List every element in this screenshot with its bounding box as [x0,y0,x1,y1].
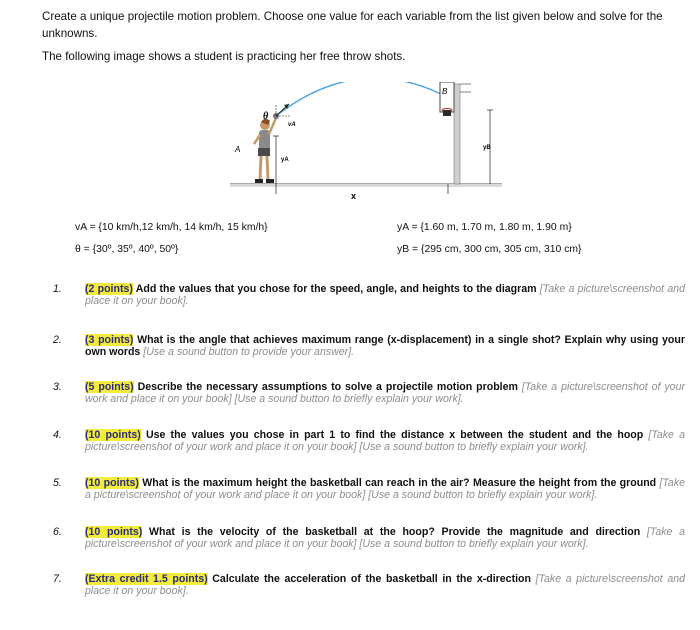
points-badge: (10 points) [85,526,143,538]
points-badge: (5 points) [85,381,134,393]
question-hint: [Take a picture\screenshot of your work and place it on your book] [Use a sound button to briefly explain your work]. [85,381,685,405]
question-number: 6. [53,526,62,538]
question-item-5 [45,477,685,501]
question-hint: [Take a picture\screenshot of your work and place it on your book] [Use a sound button to briefly explain your work]. [85,526,686,550]
point-a-label: A [235,145,241,154]
va-label: vA [288,122,296,128]
question-hint: [Take a picture\screenshot and place it on your book]. [85,573,685,597]
question-text: Use the values you chose in part 1 to find the distance x between the student and the hoop [140,429,649,441]
question-hint: [Take a picture\screenshot of your work and place it on your book] [Use a sound button to briefly explain your work]. [85,429,685,453]
intro-text: Create a unique projectile motion problem. Choose one value for each variable from the list given below and solve for the unknowns. [42,10,663,40]
yb-options: yB = {295 cm, 300 cm, 305 cm, 310 cm} [397,244,582,255]
question-text: Describe the necessary assumptions to solve a projectile motion problem [133,381,522,393]
question-item-1 [45,283,685,307]
points-badge: (10 points) [85,429,141,441]
question-text: What is the maximum height the basketball can reach in the air? Measure the height from the ground [138,477,660,489]
question-item-4 [45,429,685,453]
subintro-text: The following image shows a student is practicing her free throw shots. [42,50,406,63]
question-text: Add the values that you chose for the speed, angle, and heights to the diagram [132,283,540,295]
points-badge: (2 points) [85,283,133,295]
question-number: 3. [53,381,62,393]
question-number: 4. [53,429,62,441]
question-number: 1. [53,283,62,295]
question-item-7 [45,573,685,597]
question-number: 5. [53,477,62,489]
question-hint: [Use a sound button to provide your answer]. [143,346,355,358]
point-b-label: B [442,87,448,96]
va-options: vA = {10 km/h,12 km/h, 14 km/h, 15 km/h} [75,222,268,233]
question-text: Calculate the acceleration of the basketball in the x-direction [207,573,536,585]
trajectory-arc [276,82,445,116]
points-badge: (3 points) [85,334,134,346]
yb-label: yB [483,145,491,151]
question-item-6 [45,526,685,550]
points-badge: (Extra credit 1.5 points) [85,573,208,585]
hoop-stand [440,82,471,184]
ya-options: yA = {1.60 m, 1.70 m, 1.80 m, 1.90 m} [397,222,572,233]
question-number: 7. [53,573,62,585]
theta-label: θ [263,111,269,122]
theta-options: θ = {30º, 35º, 40º, 50º} [75,244,179,255]
projectile-diagram [228,82,508,207]
question-text: What is the velocity of the basketball at the hoop? Provide the magnitude and direction [142,526,647,538]
question-item-2 [45,334,685,358]
question-number: 2. [53,334,62,346]
points-badge: (10 points) [85,477,139,489]
question-text: What is the angle that achieves maximum range (x-displacement) in a single shot? Explain why using your own words [85,334,685,358]
x-label: x [351,191,357,201]
question-hint: [Take a picture\screenshot of your work and place it on your book] [Use a sound button to briefly explain your work]. [85,477,686,501]
question-item-3 [45,381,685,405]
ya-label: yA [281,157,289,163]
student-figure [254,118,276,183]
question-hint: [Take a picture\screenshot and place it on your book]. [85,283,685,307]
